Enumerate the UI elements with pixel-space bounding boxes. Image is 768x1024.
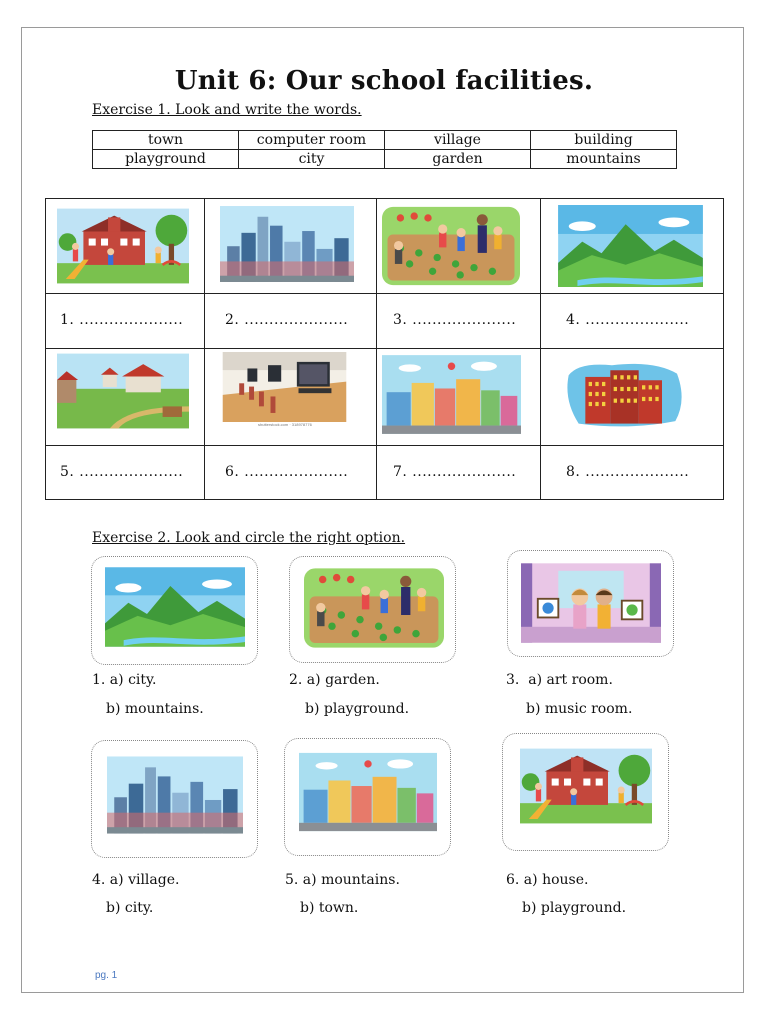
building-image	[562, 352, 687, 436]
word-bank-cell: building	[531, 131, 677, 150]
exercise1-instruction: Exercise 1. Look and write the words.	[92, 102, 362, 118]
answer-blank[interactable]: 5. .....................	[60, 464, 184, 480]
word-bank-cell: playground	[93, 150, 239, 169]
option-b[interactable]: b) mountains.	[106, 701, 204, 717]
playground-image	[57, 203, 189, 289]
word-bank-cell: garden	[385, 150, 531, 169]
page-number: pg. 1	[95, 970, 118, 981]
option-b[interactable]: b) playground.	[522, 900, 627, 916]
option-b[interactable]: b) music room.	[526, 701, 633, 717]
word-bank-cell: computer room	[239, 131, 385, 150]
answer-blank[interactable]: 1. .....................	[60, 312, 184, 328]
option-b[interactable]: b) city.	[106, 900, 154, 916]
art-room-image	[521, 559, 661, 647]
option-a[interactable]: 1. a) city.	[92, 672, 157, 688]
city-image	[107, 753, 243, 837]
computer-room-image	[213, 352, 356, 430]
image-caption: shutterstock.com · 318978776	[258, 422, 312, 427]
option-b[interactable]: b) town.	[300, 900, 359, 916]
word-bank-cell: city	[239, 150, 385, 169]
option-a[interactable]: 4. a) village.	[92, 872, 180, 888]
answer-blank[interactable]: 7. .....................	[393, 464, 517, 480]
page-title: Unit 6: Our school facilities.	[174, 66, 594, 96]
word-bank-cell: village	[385, 131, 531, 150]
mountains-image	[105, 567, 245, 647]
exercise2-picture-card	[502, 733, 669, 851]
mountains-image	[555, 205, 706, 287]
town-image	[299, 749, 437, 835]
answer-blank[interactable]: 8. .....................	[566, 464, 690, 480]
exercise2-picture-card	[91, 556, 258, 665]
option-a[interactable]: 5. a) mountains.	[285, 872, 400, 888]
exercise2-picture-card	[91, 740, 258, 858]
option-a[interactable]: 6. a) house.	[506, 872, 589, 888]
exercise2-picture-card	[284, 738, 451, 856]
exercise2-picture-card	[507, 550, 674, 657]
option-a[interactable]: 2. a) garden.	[289, 672, 380, 688]
exercise2-picture-card	[289, 556, 456, 663]
option-a[interactable]: 3. a) art room.	[506, 672, 613, 688]
answer-blank[interactable]: 2. .....................	[225, 312, 349, 328]
answer-blank[interactable]: 4. .....................	[566, 312, 690, 328]
word-bank-cell: mountains	[531, 150, 677, 169]
town-image	[382, 352, 521, 437]
word-bank-cell: town	[93, 131, 239, 150]
answer-blank[interactable]: 6. .....................	[225, 464, 349, 480]
village-image	[57, 350, 189, 432]
exercise2-instruction: Exercise 2. Look and circle the right option.	[92, 530, 406, 546]
garden-image	[382, 202, 520, 290]
option-b[interactable]: b) playground.	[305, 701, 410, 717]
word-bank-table	[92, 130, 677, 169]
city-image	[220, 203, 354, 285]
garden-image	[304, 565, 444, 651]
playground-image	[520, 742, 652, 830]
answer-blank[interactable]: 3. .....................	[393, 312, 517, 328]
